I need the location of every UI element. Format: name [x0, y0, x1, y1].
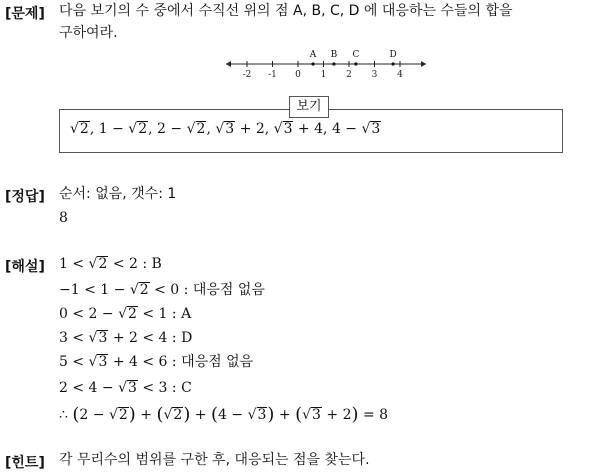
explanation-line-6: 2 < 4 − √3 < 3 : C	[59, 380, 192, 396]
bogi-items	[70, 121, 381, 137]
bogi-item-3: 2 − √2,	[157, 121, 211, 137]
bogi-item-5: √3 + 4,	[273, 121, 328, 137]
explanation-line-2: −1 < 1 − √2 < 0 : 대응점 없음	[59, 282, 265, 298]
number-line-tick-label: -2	[242, 70, 252, 80]
number-line-point-label: C	[352, 50, 360, 60]
number-line-point-label: D	[389, 50, 397, 60]
problem-label: [문제]	[5, 6, 45, 22]
number-line-tick-label: 1	[320, 70, 327, 80]
answer-line1: 순서: 없음, 갯수: 1	[59, 186, 177, 202]
number-line-arrow-right	[421, 61, 426, 67]
explanation-line-4: 3 < √3 + 2 < 4 : D	[59, 330, 193, 346]
number-line-arrow-left	[226, 61, 231, 67]
bogi-item-6: 4 − √3	[331, 121, 381, 137]
bogi-item-2: 1 − √2,	[98, 121, 153, 137]
explanation-line-1: 1 < √2 < 2 : B	[59, 256, 162, 272]
number-line-point-label: B	[330, 50, 338, 60]
number-line-point-A	[311, 62, 314, 65]
explanation-line-7: ∴ (2 − √2) + (√2) + (4 − √3) + (√3 + 2) = 8	[59, 404, 389, 425]
bogi-item-4: √3 + 2,	[215, 121, 270, 137]
problem-text-line1: 다음 보기의 수 중에서 수직선 위의 점 A, B, C, D 에 대응하는 수들의 합을	[59, 3, 513, 19]
number-line-point-B	[332, 62, 335, 65]
number-line-tick-label: 3	[371, 70, 378, 80]
answer-label: [정답]	[5, 189, 45, 205]
hint-text: 각 무리수의 범위를 구한 후, 대응되는 점을 찾는다.	[59, 452, 370, 468]
number-line-point-D	[392, 62, 395, 65]
number-line-tick-label: 2	[346, 70, 352, 80]
number-line-tick-label: -1	[268, 70, 277, 80]
number-line-tick-label: 0	[295, 70, 301, 80]
explanation-line-5: 5 < √3 + 4 < 6 : 대응점 없음	[59, 354, 254, 370]
number-line	[222, 43, 432, 83]
bogi-item-1: √2,	[70, 121, 95, 137]
explanation-line-3: 0 < 2 − √2 < 1 : A	[59, 306, 192, 322]
bogi-title: 보기	[289, 96, 329, 118]
hint-label: [힌트]	[5, 455, 45, 471]
number-line-tick-label: 4	[397, 70, 403, 80]
problem-text-line2: 구하여라.	[59, 25, 118, 41]
number-line-point-label: A	[309, 50, 317, 60]
number-line-point-C	[354, 62, 357, 65]
explanation-label: [해설]	[5, 259, 45, 275]
answer-line2: 8	[59, 210, 68, 226]
